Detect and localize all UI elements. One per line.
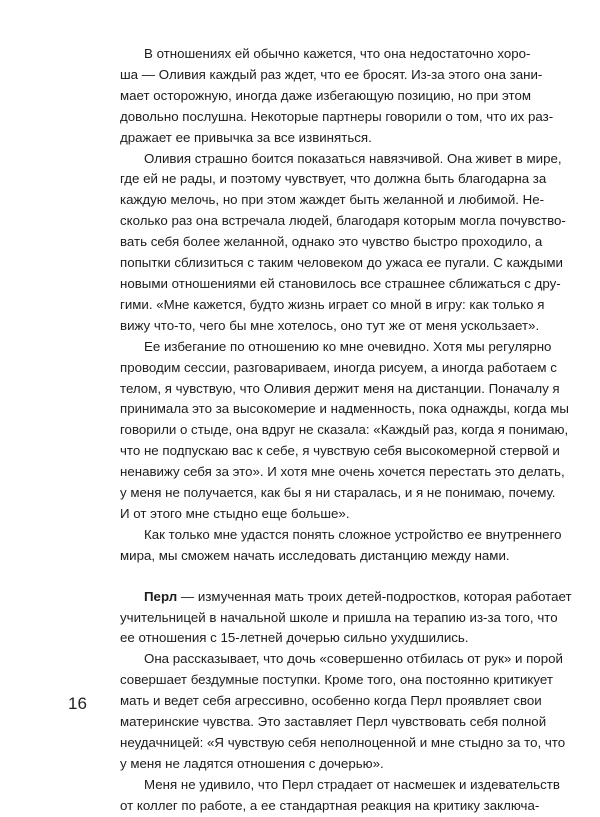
text-line: неудачницей: «Я чувствую себя неполноценной и мне стыдно за то, что bbox=[120, 735, 566, 750]
text-line: И от этого мне стыдно еще больше». bbox=[120, 505, 350, 521]
text-line: что не подпускаю вас к себе, я чувствую себя высокомерной стервой и bbox=[120, 443, 560, 459]
paragraph bbox=[120, 649, 566, 774]
paragraph bbox=[120, 149, 566, 337]
text-line: у меня не ладятся отношения с дочерью». bbox=[120, 755, 384, 771]
text-line: Меня не удивило, что Перл страдает от насмешек и издевательств bbox=[144, 776, 560, 792]
text-line: попытки сблизиться с таким человеком до ужаса ее пугали. С каждыми bbox=[120, 255, 563, 271]
text-line: учительницей в начальной школе и пришла на терапию из-за того, что bbox=[120, 609, 558, 625]
text-line: мает осторожную, иногда даже избегающую позицию, но при этом bbox=[120, 87, 532, 103]
section-gap bbox=[120, 567, 502, 587]
text-line: Как только мне удастся понять сложное устройство ее внутреннего bbox=[144, 526, 562, 542]
text-line: совершает бездумные поступки. Кроме того, она постоянно критикует bbox=[120, 672, 553, 688]
text-line: новыми отношениями ей становилось все страшнее сближаться с дру- bbox=[120, 275, 561, 291]
text-line: довольно послушна. Некоторые партнеры говорили о том, что их раз- bbox=[120, 108, 554, 124]
page-body bbox=[120, 44, 572, 817]
text-line: принимала это за высокомерие и надменность, пока однажды, когда мы bbox=[120, 401, 569, 417]
bold-name: Перл bbox=[144, 588, 178, 604]
text-line: мира, мы сможем начать исследовать дистанцию между нами. bbox=[120, 547, 510, 563]
text-line: каждую мелочь, но при этом жаждет быть желанной и любимой. Не- bbox=[120, 192, 545, 208]
text-line: В отношениях ей обычно кажется, что она недостаточно хоро- bbox=[144, 46, 531, 61]
text-line: дражает ее привычка за все извиняться. bbox=[120, 129, 372, 145]
page-number: 16 bbox=[68, 694, 87, 713]
text-line bbox=[120, 587, 572, 608]
text-line: вать себя более желанной, однако это чувство быстро проходило, а bbox=[120, 234, 543, 250]
text-line: у меня не получается, как бы я ни старалась, и я не понимаю, почему. bbox=[120, 485, 556, 501]
text-line: где ей не рады, и поэтому чувствует, что должна быть благодарна за bbox=[120, 171, 547, 187]
text-line: гими. «Мне кажется, будто жизнь играет со мной в игру: как только я bbox=[120, 296, 545, 312]
text-line: от коллег по работе, а ее стандартная реакция на критику заключа- bbox=[120, 797, 540, 813]
text-line: ша — Оливия каждый раз ждет, что ее бросят. Из-за этого она зани- bbox=[120, 66, 543, 82]
paragraph bbox=[120, 587, 572, 650]
text-line: Оливия страшно боится показаться навязчивой. Она живет в мире, bbox=[144, 150, 562, 166]
text-line: материнские чувства. Это заставляет Перл чувствовать себя полной bbox=[120, 714, 547, 730]
text-line: телом, я чувствую, что Оливия держит меня на дистанции. Поначалу я bbox=[120, 380, 560, 396]
text-line: Ее избегание по отношению ко мне очевидно. Хотя мы регулярно bbox=[144, 338, 552, 354]
text-line: мать и ведет себя агрессивно, особенно когда Перл проявляет свои bbox=[120, 693, 542, 709]
text-line: ненавижу себя за это». И хотя мне очень хочется перестать это делать, bbox=[120, 464, 565, 480]
text-line: проводим сессии, разговариваем, иногда рисуем, а иногда работаем с bbox=[120, 359, 557, 375]
paragraph bbox=[120, 337, 569, 525]
paragraph bbox=[120, 44, 554, 149]
text-line: вижу что-то, чего бы мне хотелось, оно тут же от меня ускользает». bbox=[120, 317, 540, 333]
text-line: Она рассказывает, что дочь «совершенно отбилась от рук» и порой bbox=[144, 651, 563, 667]
text-line: сколько раз она встречала людей, благодаря которым могла почувство- bbox=[120, 213, 566, 229]
text-line: говорили о стыде, она вдруг не сказала: «Каждый раз, когда я понимаю, bbox=[120, 422, 569, 438]
paragraph bbox=[120, 525, 562, 567]
text-run: — измученная мать троих детей-подростков, которая работает bbox=[177, 588, 572, 604]
text-line: ее отношения с 15-летней дочерью сильно ухудшились. bbox=[120, 630, 469, 646]
paragraph bbox=[120, 775, 560, 817]
